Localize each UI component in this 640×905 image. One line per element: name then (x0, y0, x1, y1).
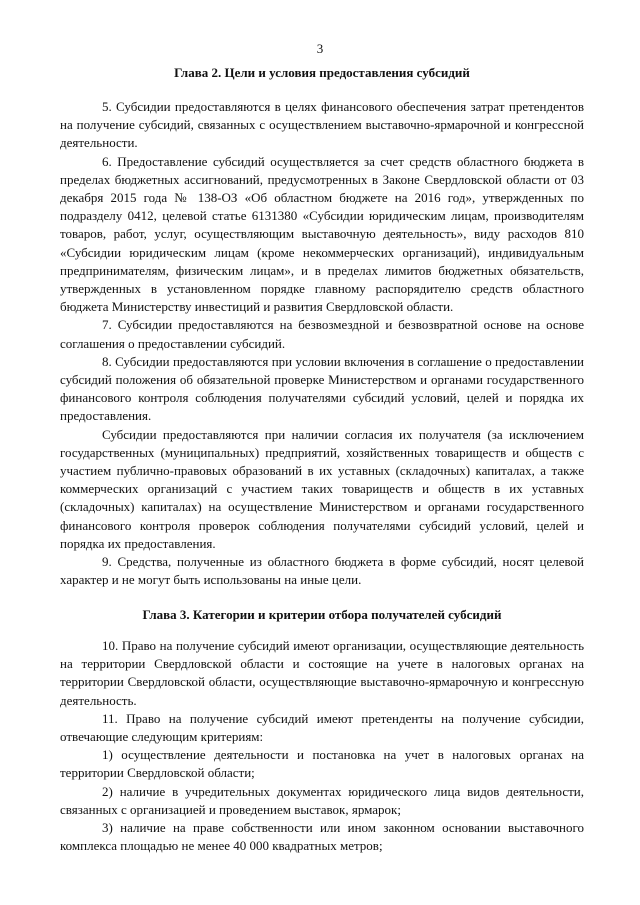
paragraph-8: 8. Субсидии предоставляются при условии включения в соглашение о предоставлении субсидий положения об обязательной проверке Министерством и органами государственного финансового контроля соблюдения получателями субсидий условий, целей и порядка их предоставления. (60, 353, 584, 424)
criterion-1: 1) осуществление деятельности и постановка на учет в налоговых органах на территории Свердловской области; (60, 747, 584, 781)
chapter-3-heading: Глава 3. Категории и критерии отбора получателей субсидий (142, 607, 502, 622)
paragraph-8-consent: Субсидии предоставляются при наличии согласия их получателя (за исключением государственных (муниципальных) предприятий, хозяйственных товариществ и обществ с участием публично-правовых образований в их уставных (складочных) капиталах, а также коммерческих организаций с участием таких товариществ и обществ в их уставных (складочных) капиталах) на осуществление Министерством и органами государственного финансового контроля проверок соблюдения получателями субсидий условий, целей и порядка их предоставления. (60, 426, 584, 551)
paragraph-11: 11. Право на получение субсидий имеют претенденты на получение субсидии, отвечающие следующим критериям: (60, 710, 584, 745)
criterion-3: 3) наличие на праве собственности или ином законном основании выставочного комплекса площадью не менее 40 000 квадратных метров; (60, 820, 584, 854)
paragraph-9: 9. Средства, полученные из областного бюджета в форме субсидий, носят целевой характер и не могут быть использованы на иные цели. (60, 554, 584, 588)
page-number: 3 (316, 41, 324, 56)
chapter-2-body (60, 98, 584, 589)
paragraph-5: 5. Субсидии предоставляются в целях финансового обеспечения затрат претендентов на получение субсидий, связанных с осуществлением выставочно-ярмарочной и конгрессной деятельности. (60, 99, 584, 151)
chapter-2-heading: Глава 2. Цели и условия предоставления субсидий (174, 65, 470, 80)
paragraph-6: 6. Предоставление субсидий осуществляется за счет средств областного бюджета в пределах бюджетных ассигнований, предусмотренных в Законе Свердловской области от 03 декабря 2015 года № 138-ОЗ «Об областном бюджете на 2016 год», утвержденных по подразделу 0412, целевой статье 6131380 «Субсидии юридическим лицам, производителям товаров, работ, услуг, осуществляющим выставочную деятельность», виду расходов 810 «Субсидии юридическим лицам (кроме некоммерческих организаций), индивидуальным предпринимателям, физическим лицам», и в пределах лимитов бюджетных обязательств, утвержденных в установленном порядке главному распорядителю средств областного бюджета Министерству инвестиций и развития Свердловской области. (60, 153, 584, 315)
criterion-2: 2) наличие в учредительных документах юридического лица видов деятельности, связанных с организацией и проведением выставок, ярмарок; (60, 783, 584, 817)
chapter-3-body (60, 637, 584, 855)
paragraph-10: 10. Право на получение субсидий имеют организации, осуществляющие деятельность на территории Свердловской области и состоящие на учете в налоговых органах на территории Свердловской области, осуществляющие выставочно-ярмарочную и конгрессную деятельность. (60, 638, 584, 708)
paragraph-7: 7. Субсидии предоставляются на безвозмездной и безвозвратной основе на основе соглашения о предоставлении субсидий. (60, 317, 584, 351)
